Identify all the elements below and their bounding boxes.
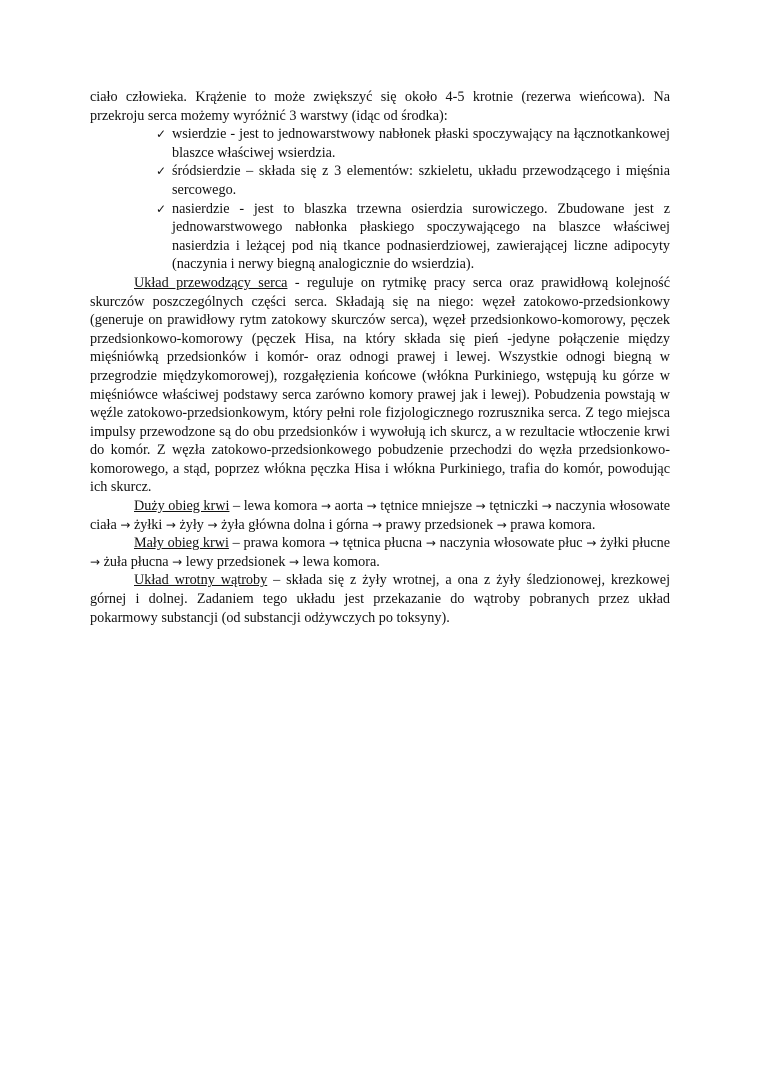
list-item [90,162,670,199]
circulation-step: żyły [179,516,204,533]
arrow-right-icon: → [328,536,340,551]
list-item [90,125,670,162]
list-item-text: nasierdzie - jest to blaszka trzewna osierdzia surowiczego. Zbudowane jest z jednowarstwowego nabłonka płaskiego spoczywającego na blaszce właściwej nasierdzia i leżącej pod nią tkance podnasierdziowej, zawierającej liczne adipocyty (naczynia i nerwy biegną analogicznie do wsierdzia). [172,200,670,273]
arrow-right-icon: → [90,554,101,569]
circulation-step: aorta [334,498,363,515]
arrow-right-icon: → [586,536,597,551]
circulation-step: prawy przedsionek [385,516,494,533]
check-icon: ✓ [156,201,167,216]
arrow-right-icon: → [475,499,486,514]
arrow-right-icon: → [496,517,507,532]
systemic-heading: Duży obieg krwi [134,498,230,515]
check-icon: ✓ [156,127,167,142]
circulation-step: naczynia włosowate ciała [90,498,671,533]
arrow-right-icon: → [366,499,377,514]
conduction-text: - reguluje on rytmikę pracy serca oraz prawidłową kolejność skurczów poszczególnych części serca. Składają się na niego: węzeł zatokowo-przedsionkowy (generuje on prawidłowy rytm zatokowy skurczów serca), węzeł przedsionkowo-komorowy, pęczek przedsionkowo-komorowy (pęczek Hisa, na który składa się pień -jedyne połączenie między mięśniówką przedsionków i komór- oraz odnogi prawej i lewej. Wszystkie odnogi biegną w przegrodzie międzykomorowej), rozgałęzienia końcowe (włókna Purkiniego, wstępują ku górze w mięśniówce właściwej podstawy serca zarówno komory prawej jak i lewej). Pobudzenia powstają w węźle zatokowo-przedsionkowym, który pełni role fizjologicznego rozrusznika serca. Z tego miejsca impulsy przewodzone są do obu przedsionków i wywołują ich skurcz, a w rezultacie wtłoczenie krwi do komór. Z węzła zatokowo-przedsionkowego pobudzenie przechodzi do węzła przedsionkowo-komorowego, a stąd, poprzez włókna pęczka Hisa i włókna Purkiniego, trafia do komór, powodując ich skurcz. [90,274,670,496]
check-icon: ✓ [156,164,167,179]
circulation-step: tętniczki [489,498,539,515]
circulation-step: prawa komora [243,535,326,552]
circulation-step: lewa komora [243,498,318,515]
conduction-heading: Układ przewodzący serca [134,274,288,291]
arrow-right-icon: → [541,499,552,514]
circulation-step: naczynia włosowate płuc [439,535,583,552]
arrow-right-icon: → [120,517,131,532]
portal-text: – składa się z żyły wrotnej, a ona z żyły śledzionowej, krezkowej górnej i dolnej. Zadaniem tego układu jest przekazanie do wątroby pobranych przez układ pokarmowy substancji (od substancji odżywczych po toksyny). [90,572,671,626]
intro-paragraph: ciało człowieka. Krążenie to może zwiększyć się około 4-5 krotnie (rezerwa wieńcowa). Na przekroju serca możemy wyróżnić 3 warstwy (idąc od środka): [90,89,670,124]
portal-system-paragraph [90,571,670,627]
layers-list [90,125,670,274]
circulation-step: żyła główna dolna i górna [221,516,369,533]
circulation-step: tętnica płucna [342,535,423,552]
arrow-right-icon: → [289,554,300,569]
arrow-right-icon: → [320,499,332,514]
arrow-right-icon: → [172,554,183,569]
portal-heading: Układ wrotny wątroby [134,572,268,589]
arrow-right-icon: → [425,536,436,551]
pulmonary-heading: Mały obieg krwi [134,535,229,552]
arrow-right-icon: → [207,517,218,532]
list-item [90,200,670,274]
list-item-text: śródsierdzie – składa się z 3 elementów: szkieletu, układu przewodzącego i mięśnia sercowego. [172,163,670,198]
arrow-right-icon: → [165,517,176,532]
circulation-step: żuła płucna [103,553,169,570]
conduction-paragraph [90,274,670,497]
circulation-step: żyłki [133,516,163,533]
circulation-step: lewy przedsionek [185,553,286,570]
list-item-text: wsierdzie - jest to jednowarstwowy nabłonek płaski spoczywający na łącznotkankowej blaszce właściwej wsierdzia. [172,126,670,161]
circulation-step: prawa komora. [510,516,596,533]
document-page [90,88,670,627]
circulation-step: żyłki płucne [600,535,671,552]
circulation-step: lewa komora. [302,553,380,570]
circulation-step: tętnice mniejsze [380,498,473,515]
arrow-right-icon: → [371,517,383,532]
systemic-circulation-paragraph: Duży obieg krwi – lewa komora → aorta → tętnice mniejsze → tętniczki → naczynia włosowate ciała → żyłki → żyły → żyła główna dolna i górna → prawy przedsionek → prawa komora. [90,498,671,533]
pulmonary-circulation-paragraph: Mały obieg krwi – prawa komora → tętnica płucna → naczynia włosowate płuc → żyłki płucne → żuła płucna → lewy przedsionek → lewa komora. [90,535,671,570]
